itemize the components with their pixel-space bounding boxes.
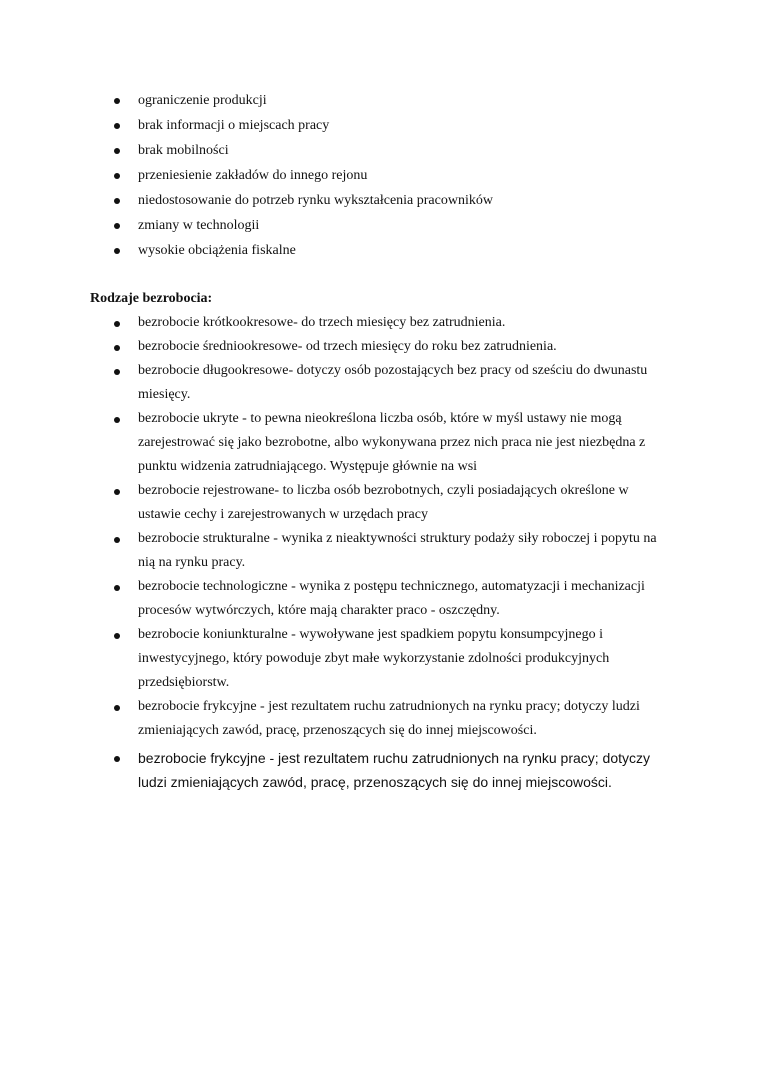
list-item [112,479,672,527]
bullet-icon [114,248,120,254]
list-item-text: niedostosowanie do potrzeb rynku wykształcenia pracowników [138,193,493,208]
bullet-list-causes [112,88,672,263]
bullet-icon [114,98,120,104]
bullet-icon [114,321,120,327]
list-item-text: ograniczenie produkcji [138,93,267,108]
list-item [112,213,672,238]
list-item [112,138,672,163]
list-item [112,163,672,188]
bullet-icon [114,489,120,495]
bullet-icon [114,198,120,204]
bullet-icon [114,369,120,375]
list-item [112,113,672,138]
list-item [112,188,672,213]
list-item [112,238,672,263]
list-item-text: bezrobocie ukryte - to pewna nieokreślona liczba osób, które w myśl ustawy nie mogą zarejestrować się jako bezrobotne, albo wykonywana przez nich praca nie jest niezbędna z punktu widzenia zatrudniającego. Występuje głównie na wsi [138,411,646,474]
list-item [112,527,672,575]
list-item-text: bezrobocie średniookresowe- od trzech miesięcy do roku bez zatrudnienia. [138,339,557,354]
bullet-icon [114,173,120,179]
list-item-text: bezrobocie frykcyjne - jest rezultatem ruchu zatrudnionych na rynku pracy; dotyczy ludzi zmieniających zawód, pracę, przenoszących się do innej miejscowości. [138,750,651,790]
list-item-text: brak informacji o miejscach pracy [138,118,330,133]
bullet-icon [114,223,120,229]
list-item-text: bezrobocie frykcyjne - jest rezultatem ruchu zatrudnionych na rynku pracy; dotyczy ludzi zmieniających zawód, pracę, przenoszących się do innej miejscowości. [138,699,640,738]
list-item-text: brak mobilności [138,143,229,158]
list-item [112,407,672,479]
list-item [112,695,672,743]
list-item [112,575,672,623]
list-item [112,88,672,113]
list-item [112,623,672,695]
list-item [112,746,672,794]
bullet-icon [114,345,120,351]
bullet-list-unemployment-types [112,311,672,794]
list-item-text: wysokie obciążenia fiskalne [138,243,296,258]
list-item-text: przeniesienie zakładów do innego rejonu [138,168,368,183]
list-item-text: bezrobocie rejestrowane- to liczba osób bezrobotnych, czyli posiadających określone w ustawie cechy i zarejestrowanych w urzędach pracy [138,483,629,522]
bullet-icon [114,148,120,154]
bullet-icon [114,123,120,129]
list-item-text: zmiany w technologii [138,218,260,233]
list-item [112,335,672,359]
list-item [112,359,672,407]
bullet-icon [114,537,120,543]
list-item-text: bezrobocie koniunkturalne - wywoływane jest spadkiem popytu konsumpcyjnego i inwestycyjnego, który powoduje zbyt małe wykorzystanie zdolności produkcyjnych przedsiębiorstw. [138,627,610,690]
list-item-text: bezrobocie strukturalne - wynika z nieaktywności struktury podaży siły roboczej i popytu na nią na rynku pracy. [138,531,657,570]
list-item [112,311,672,335]
bullet-icon [114,417,120,423]
bullet-icon [114,633,120,639]
bullet-icon [114,585,120,591]
list-item-text: bezrobocie długookresowe- dotyczy osób pozostających bez pracy od sześciu do dwunastu miesięcy. [138,363,648,402]
list-item-text: bezrobocie technologiczne - wynika z postępu technicznego, automatyzacji i mechanizacji procesów wytwórczych, które mają charakter praco - oszczędny. [138,579,645,618]
list-item-text: bezrobocie krótkookresowe- do trzech miesięcy bez zatrudnienia. [138,315,506,330]
bullet-icon [114,705,120,711]
bullet-icon [114,756,120,762]
section-heading: Rodzaje bezrobocia: [90,291,213,306]
